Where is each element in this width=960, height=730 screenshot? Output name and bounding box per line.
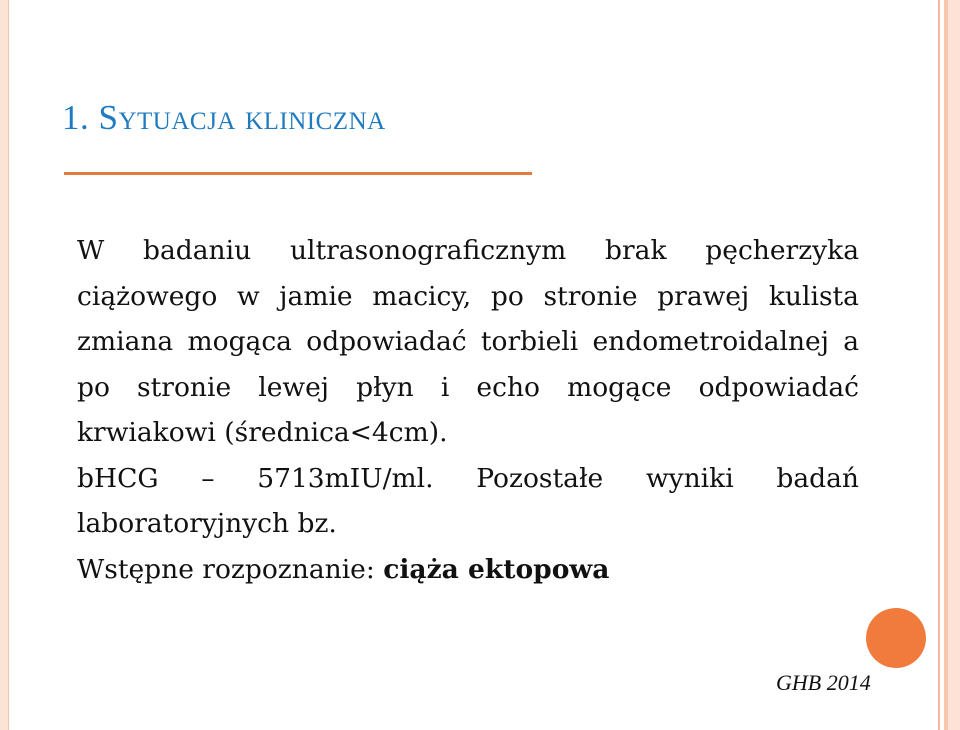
slide-body	[77, 228, 859, 592]
diagnosis-line	[77, 547, 859, 593]
diagnosis-value: ciąża ektopowa	[383, 553, 610, 585]
diagnosis-label: Wstępne rozpoznanie:	[77, 553, 384, 585]
decorative-orange-circle	[866, 608, 926, 668]
title-underline	[64, 172, 532, 175]
right-decorative-stripe	[934, 0, 960, 730]
left-decorative-stripe	[0, 0, 9, 730]
lab-results-paragraph: bHCG – 5713mIU/ml. Pozostałe wyniki badań laboratoryjnych bz.	[77, 462, 859, 539]
slide-title: 1. Sytuacja kliniczna	[62, 98, 386, 137]
ultrasound-paragraph: W badaniu ultrasonograficznym brak pęcherzyka ciążowego w jamie macicy, po stronie prawej kulista zmiana mogąca odpowiadać torbieli endometroidalnej a po stronie lewej płyn i echo mogące odpowiadać krwiakowi (średnica<4cm).	[77, 235, 859, 448]
footer-text: GHB 2014	[776, 670, 871, 695]
